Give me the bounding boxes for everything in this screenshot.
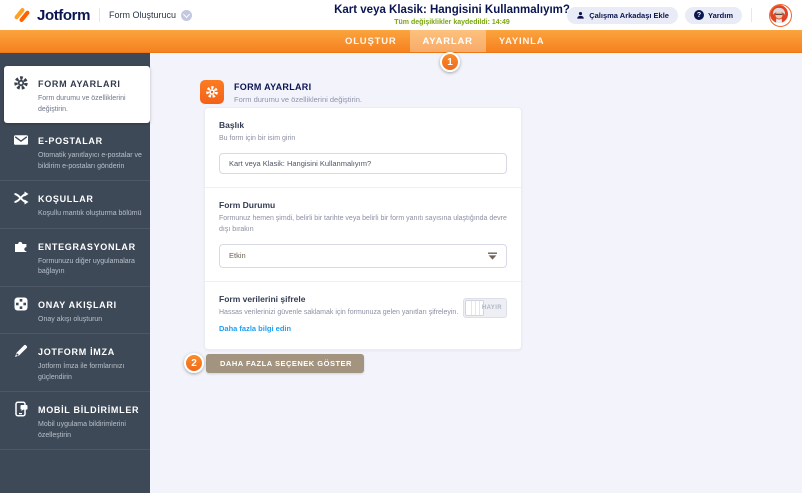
form-status-select[interactable] (219, 244, 507, 268)
product-switcher[interactable] (109, 10, 192, 21)
puzzle-icon (13, 238, 29, 254)
sidebar-item-kosullar[interactable] (0, 181, 150, 229)
settings-sidebar (0, 53, 150, 493)
divider (751, 8, 752, 22)
sidebar-item-desc: Onay akışı oluşturun (38, 315, 103, 323)
form-settings-card (204, 107, 522, 350)
encrypt-toggle[interactable] (463, 298, 507, 318)
sidebar-item-desc: Form durumu ve özelliklerini değiştirin. (38, 95, 126, 113)
jotform-logo-icon (13, 6, 31, 24)
sidebar-item-label: MOBİL BİLDİRİMLER (38, 405, 140, 415)
brand-name: Jotform (37, 6, 91, 24)
sidebar-item-label: KOŞULLAR (38, 194, 94, 204)
step-1-badge: 1 (440, 52, 460, 72)
top-bar (0, 0, 802, 30)
sidebar-item-jotform-imza[interactable] (0, 334, 150, 392)
dropdown-caret-icon (488, 247, 497, 265)
product-label: Form Oluşturucu (109, 10, 177, 20)
encrypt-section (205, 281, 521, 350)
top-bar-actions (560, 4, 802, 27)
sidebar-item-entegrasyonlar[interactable] (0, 229, 150, 287)
shuffle-icon (13, 190, 29, 206)
status-label: Form Durumu (219, 199, 276, 210)
jotform-logo[interactable] (0, 6, 90, 24)
signature-pen-icon (13, 343, 29, 359)
gear-icon (13, 75, 29, 91)
tab-yayinla[interactable]: YAYINLA (498, 35, 545, 47)
help-button[interactable] (685, 7, 742, 24)
approval-icon (13, 296, 29, 312)
sidebar-item-desc: Jotform İmza ile formlarınızı güçlendirin (38, 363, 125, 381)
sidebar-item-desc: Koşullu mantık oluşturma bölümü (38, 210, 142, 217)
sidebar-item-label: FORM AYARLARI (38, 79, 121, 89)
form-status-section (205, 187, 521, 281)
form-title-input[interactable] (219, 153, 507, 174)
add-collaborator-label: Çalışma Arkadaşı Ekle (589, 10, 669, 20)
section-subtitle: Form durumu ve özelliklerini değiştirin. (234, 95, 362, 104)
sidebar-item-form-ayarlari[interactable] (4, 66, 150, 123)
title-label: Başlık (219, 120, 245, 130)
form-title-section (205, 108, 521, 187)
sidebar-item-mobil-bildirimler[interactable] (0, 392, 150, 450)
status-hint: Formunuz hemen şimdi, belirli bir tarihte veya belirli bir form yanıtı sayısına ulaştığında devre dışı bırakın (219, 214, 507, 234)
tab-ayarlar[interactable]: AYARLAR (410, 30, 486, 52)
sidebar-item-desc: Formunuzu diğer uygulamalara bağlayın (38, 257, 135, 275)
page-title: Kart veya Klasik: Hangisini Kullanmalıyım? (334, 4, 570, 16)
more-options-button[interactable]: DAHA FAZLA SEÇENEK GÖSTER (206, 354, 364, 373)
envelope-icon (13, 132, 29, 148)
add-collaborator-button[interactable] (567, 7, 678, 24)
builder-tabs (332, 30, 557, 52)
sidebar-item-label: JOTFORM İMZA (38, 347, 115, 357)
settings-gear-icon (200, 80, 224, 104)
form-settings-header (200, 80, 362, 104)
chevron-down-icon (181, 10, 192, 21)
sidebar-item-label: ONAY AKIŞLARI (38, 299, 117, 310)
divider (99, 8, 100, 22)
mobile-phone-icon (13, 401, 29, 417)
step-2-badge: 2 (184, 353, 204, 373)
encrypt-hint: Hassas verilerinizi güvenle saklamak için formunuza gelen yanıtları şifreleyin. (219, 308, 459, 316)
form-title-block (334, 4, 570, 26)
builder-nav-bar (0, 30, 802, 53)
section-title: FORM AYARLARI (234, 82, 312, 92)
form-status-selected-value: Etkin (229, 251, 246, 261)
tab-olustur[interactable]: OLUŞTUR (345, 35, 397, 47)
sidebar-item-desc: Otomatik yanıtlayıcı e-postalar ve bildirim e-postaları gönderin (38, 152, 142, 170)
sidebar-item-desc: Mobil uygulama bildirimlerini özelleştirin (38, 421, 126, 439)
person-icon (576, 11, 585, 20)
question-mark-icon: ? (694, 10, 704, 20)
sidebar-item-onay-akislari[interactable] (0, 287, 150, 335)
help-label: Yardım (707, 10, 733, 20)
sidebar-item-e-postalar[interactable] (0, 123, 150, 181)
learn-more-link[interactable]: Daha fazla bilgi edin (219, 324, 292, 334)
sidebar-item-label: E-POSTALAR (38, 136, 103, 146)
sidebar-item-label: ENTEGRASYONLAR (38, 241, 136, 252)
title-hint: Bu form için bir isim girin (219, 135, 296, 142)
encrypt-label: Form verilerini şifrele (219, 293, 306, 304)
save-status: Tüm değişiklikler kaydedildi: 14:49 (394, 19, 510, 26)
toggle-state-label: HAYIR (481, 304, 502, 311)
avatar[interactable] (769, 4, 792, 27)
